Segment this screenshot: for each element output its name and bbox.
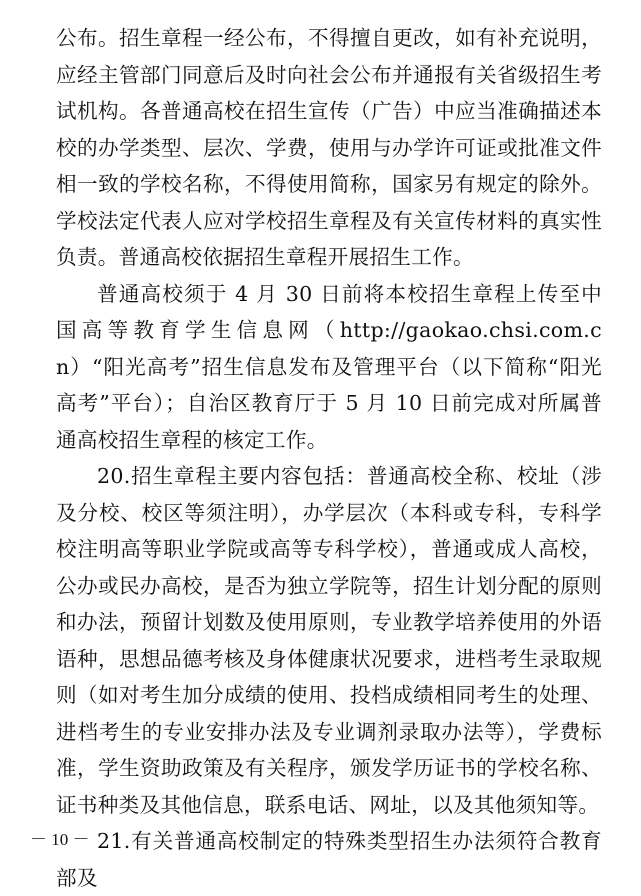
document-body [56,20,602,896]
page-number: － 10 － [30,830,90,849]
paragraph-upload-deadline: 普通高校须于 4 月 30 日前将本校招生章程上传至中国高等教育学生信息网（http://gaokao.chsi.com.cn）“阳光高考”招生信息发布及管理平台（以下简称“阳光高考”平台）；自治区教育厅于 5 月 10 日前完成对所属普通高校招生章程的核定工作。 [56,281,602,452]
paragraph-item-20: 20.招生章程主要内容包括：普通高校全称、校址（涉及分校、校区等须注明），办学层次（本科或专科，专科学校注明高等职业学院或高等专科学校），普通或成人高校，公办或民办高校，是否为独立学院等，招生计划分配的原则和办法，预留计划数及使用原则，专业教学培养使用的外语语种，思想品德考核及身体健康状况要求，进档考生录取规则（如对考生加分成绩的使用、投档成绩相同考生的处理、进档考生的专业安排办法及专业调剂录取办法等），学费标准，学生资助政策及有关程序，颁发学历证书的学校名称、证书种类及其他信息，联系电话、网址，以及其他须知等。 [56,464,602,817]
paragraph-continuation: 公布。招生章程一经公布，不得擅自更改，如有补充说明，应经主管部门同意后及时向社会公布并通报有关省级招生考试机构。各普通高校在招生宣传（广告）中应当准确描述本校的办学类型、层次、学费，使用与办学许可证或批准文件相一致的学校名称，不得使用简称，国家另有规定的除外。学校法定代表人应对学校招生章程及有关宣传材料的真实性负责。普通高校依据招生章程开展招生工作。 [56,26,602,269]
paragraph-item-21: 21.有关普通高校制定的特殊类型招生办法须符合教育部及 [56,829,602,890]
